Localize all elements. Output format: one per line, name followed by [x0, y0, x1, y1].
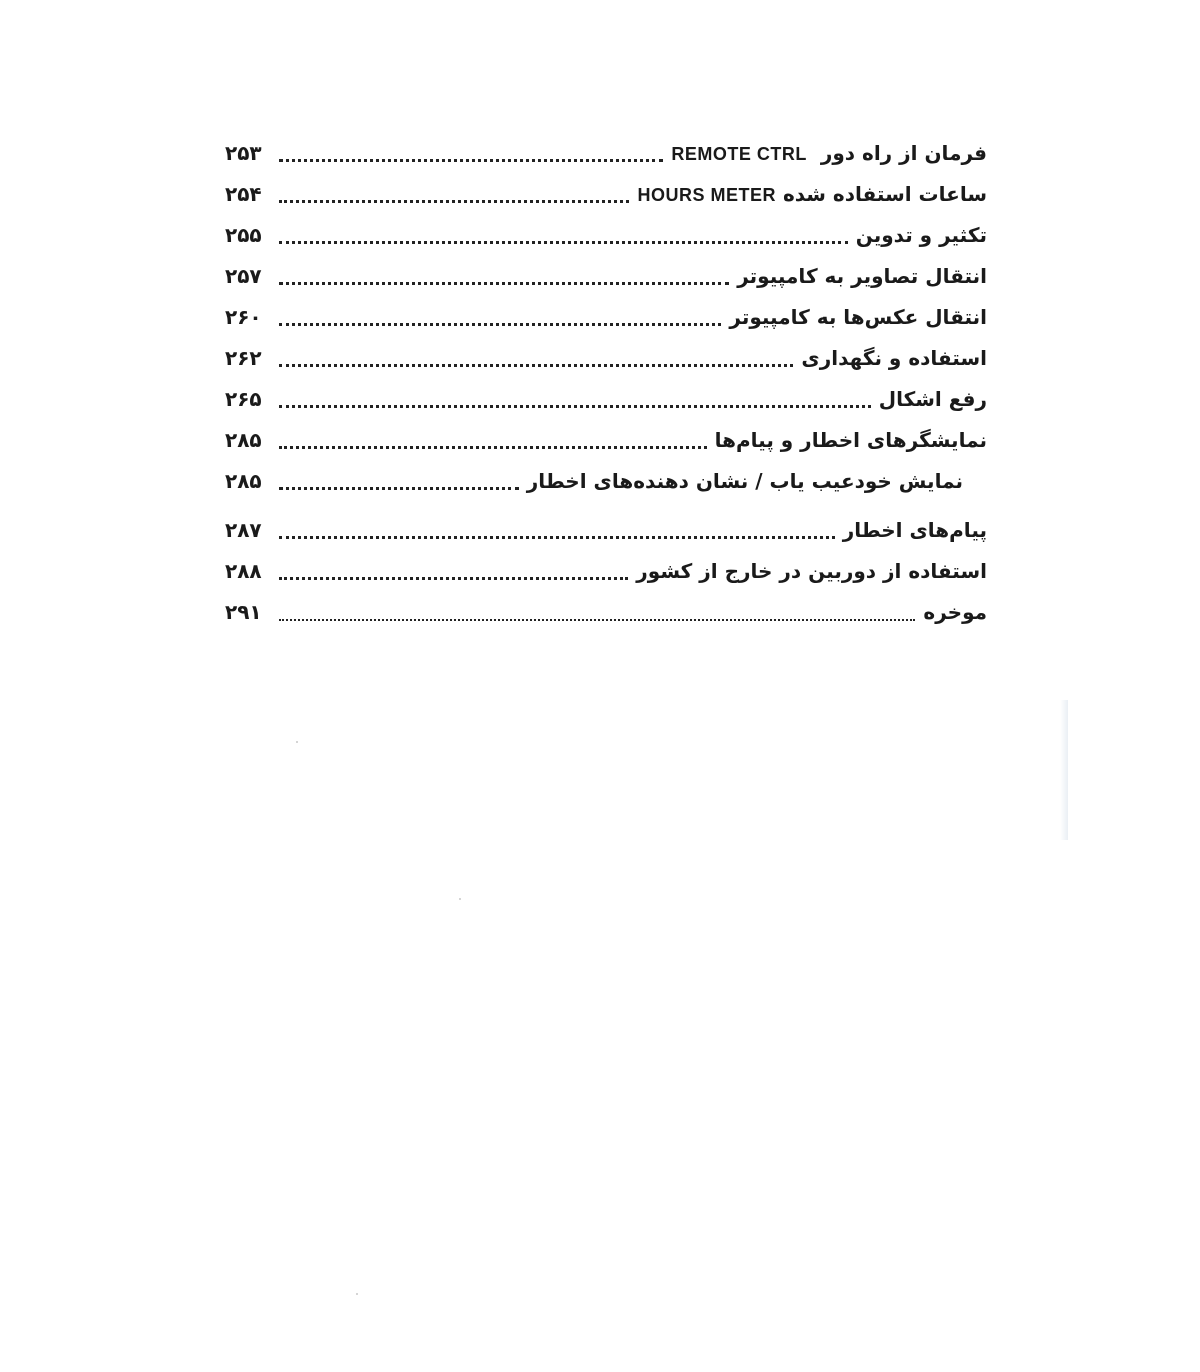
toc-entry-title: پیام‌های اخطار [842, 517, 987, 542]
paper-speck [459, 898, 461, 900]
dot-leader [279, 239, 848, 244]
toc-entry-title: رفع اشکال [878, 386, 987, 411]
toc-page-number: ۲۸۵ [225, 427, 262, 452]
dot-leader [279, 617, 915, 621]
toc-entry-title: موخره [923, 599, 987, 624]
toc-page-number: ۲۹۱ [225, 599, 262, 624]
toc-entry-title: نمایش خودعیب یاب / نشان دهنده‌های اخطار [526, 468, 963, 493]
toc-page-number: ۲۸۸ [225, 558, 262, 583]
toc-entry-use-abroad [225, 550, 987, 591]
toc-title-latin: REMOTE CTRL [671, 143, 807, 164]
paper-speck [356, 1293, 358, 1295]
toc-entry-warning-displays [225, 419, 987, 460]
toc-page-number: ۲۵۳ [225, 140, 262, 165]
toc-entry-troubleshooting [225, 378, 987, 419]
toc-entry-self-diagnosis [225, 460, 987, 501]
toc-page-number: ۲۵۴ [225, 181, 262, 206]
toc-page-number: ۲۵۷ [225, 263, 262, 288]
toc-entry-title [671, 141, 987, 165]
toc-entry-title: تکثیر و تدوین [855, 222, 987, 247]
toc-entry-use-maintenance [225, 337, 987, 378]
toc-entry-title: استفاده از دوربین در خارج از کشور [636, 558, 987, 583]
toc-page-number: ۲۶۲ [225, 345, 262, 370]
toc-page-number: ۲۶۵ [225, 386, 262, 411]
dot-leader [279, 362, 793, 367]
toc-entry-title [637, 182, 987, 206]
toc-entry-hours-meter [225, 173, 987, 214]
toc-entry-warning-messages [225, 509, 987, 550]
dot-leader [279, 321, 721, 326]
dot-leader [279, 280, 729, 285]
toc-entry-transfer-images [225, 255, 987, 296]
page-edge-shadow [1060, 700, 1068, 840]
toc-entry-title: استفاده و نگهداری [801, 345, 987, 370]
toc-page-number: ۲۸۵ [225, 468, 262, 493]
toc-title-text: فرمان از راه دور [820, 140, 987, 165]
table-of-contents [225, 132, 987, 632]
dot-leader [279, 403, 871, 408]
toc-entry-title: انتقال تصاویر به کامپیوتر [737, 263, 987, 288]
toc-page-number: ۲۶۰ [225, 304, 262, 329]
toc-entry-remote-ctrl [225, 132, 987, 173]
toc-entry-title: انتقال عکس‌ها به کامپیوتر [729, 304, 987, 329]
toc-title-latin: HOURS METER [637, 184, 776, 205]
dot-leader [279, 485, 519, 490]
toc-entry-transfer-photos [225, 296, 987, 337]
toc-page-number: ۲۸۷ [225, 517, 262, 542]
dot-leader [279, 444, 707, 449]
paper-speck [296, 741, 298, 743]
toc-page-number: ۲۵۵ [225, 222, 262, 247]
dot-leader [279, 534, 835, 539]
toc-entry-afterword [225, 591, 987, 632]
toc-entry-title: نمایشگرهای اخطار و پیام‌ها [714, 427, 987, 452]
toc-entry-copy-edit [225, 214, 987, 255]
toc-title-text: ساعات استفاده شده [782, 181, 987, 206]
dot-leader [279, 198, 629, 203]
dot-leader [279, 575, 628, 580]
dot-leader [279, 157, 663, 162]
